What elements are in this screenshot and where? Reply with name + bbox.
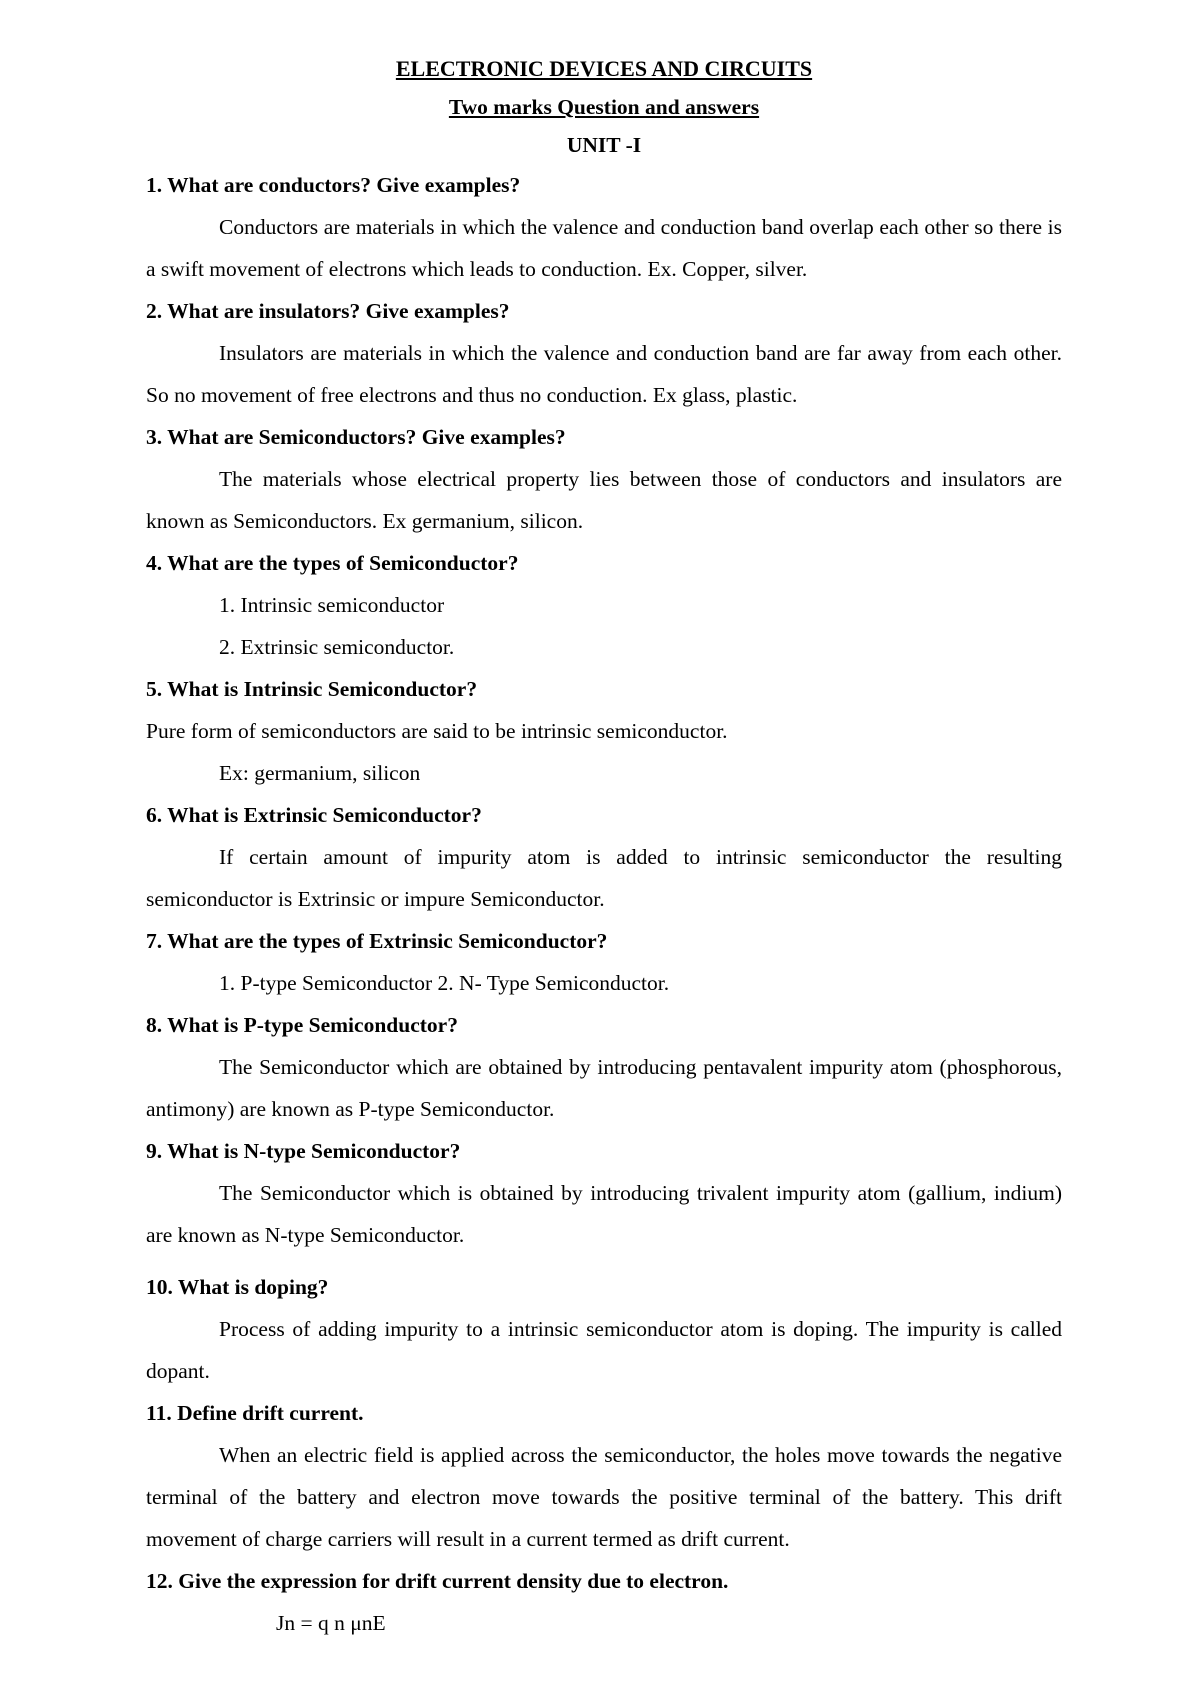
answer-8: The Semiconductor which are obtained by introducing pentavalent impurity atom (phosphorous, antimony) are known as P-type Semiconductor. bbox=[146, 1055, 1062, 1121]
unit-heading: UNIT -I bbox=[566, 133, 642, 157]
answer-7-item-1: 1. P-type Semiconductor 2. N- Type Semiconductor. bbox=[219, 971, 670, 995]
question-2: 2. What are insulators? Give examples? bbox=[146, 299, 510, 323]
document-page bbox=[146, 50, 1062, 1644]
answer-11: When an electric field is applied across the semiconductor, the holes move towards the negative terminal of the battery and electron move towards the positive terminal of the battery. This drift movement of charge carriers will result in a current termed as drift current. bbox=[146, 1443, 1062, 1551]
document-title: ELECTRONIC DEVICES AND CIRCUITS bbox=[395, 56, 813, 81]
question-10: 10. What is doping? bbox=[146, 1275, 329, 1299]
answer-4-item-2: 2. Extrinsic semiconductor. bbox=[219, 635, 455, 659]
question-5: 5. What is Intrinsic Semiconductor? bbox=[146, 677, 478, 701]
question-12: 12. Give the expression for drift current density due to electron. bbox=[146, 1569, 729, 1593]
question-3: 3. What are Semiconductors? Give examples? bbox=[146, 425, 566, 449]
answer-9: The Semiconductor which is obtained by introducing trivalent impurity atom (gallium, indium) are known as N-type Semiconductor. bbox=[146, 1181, 1062, 1247]
answer-2: Insulators are materials in which the valence and conduction band are far away from each other. So no movement of free electrons and thus no conduction. Ex glass, plastic. bbox=[146, 341, 1062, 407]
drift-current-formula: Jn = q n μnE bbox=[276, 1611, 386, 1635]
question-1: 1. What are conductors? Give examples? bbox=[146, 173, 521, 197]
question-9: 9. What is N-type Semiconductor? bbox=[146, 1139, 461, 1163]
question-11: 11. Define drift current. bbox=[146, 1401, 364, 1425]
answer-3: The materials whose electrical property lies between those of conductors and insulators are known as Semiconductors. Ex germanium, silicon. bbox=[146, 467, 1062, 533]
answer-4-item-1: 1. Intrinsic semiconductor bbox=[219, 593, 445, 617]
question-7: 7. What are the types of Extrinsic Semiconductor? bbox=[146, 929, 608, 953]
question-8: 8. What is P-type Semiconductor? bbox=[146, 1013, 458, 1037]
answer-5: Pure form of semiconductors are said to be intrinsic semiconductor. bbox=[146, 719, 728, 743]
answer-5-example: Ex: germanium, silicon bbox=[219, 761, 421, 785]
question-6: 6. What is Extrinsic Semiconductor? bbox=[146, 803, 482, 827]
answer-1: Conductors are materials in which the valence and conduction band overlap each other so there is a swift movement of electrons which leads to conduction. Ex. Copper, silver. bbox=[146, 215, 1062, 281]
answer-6: If certain amount of impurity atom is added to intrinsic semiconductor the resulting semiconductor is Extrinsic or impure Semiconductor. bbox=[146, 845, 1062, 911]
section-spacer bbox=[146, 1256, 1062, 1266]
answer-10: Process of adding impurity to a intrinsic semiconductor atom is doping. The impurity is called dopant. bbox=[146, 1317, 1062, 1383]
document-subtitle: Two marks Question and answers bbox=[448, 95, 760, 119]
question-4: 4. What are the types of Semiconductor? bbox=[146, 551, 519, 575]
